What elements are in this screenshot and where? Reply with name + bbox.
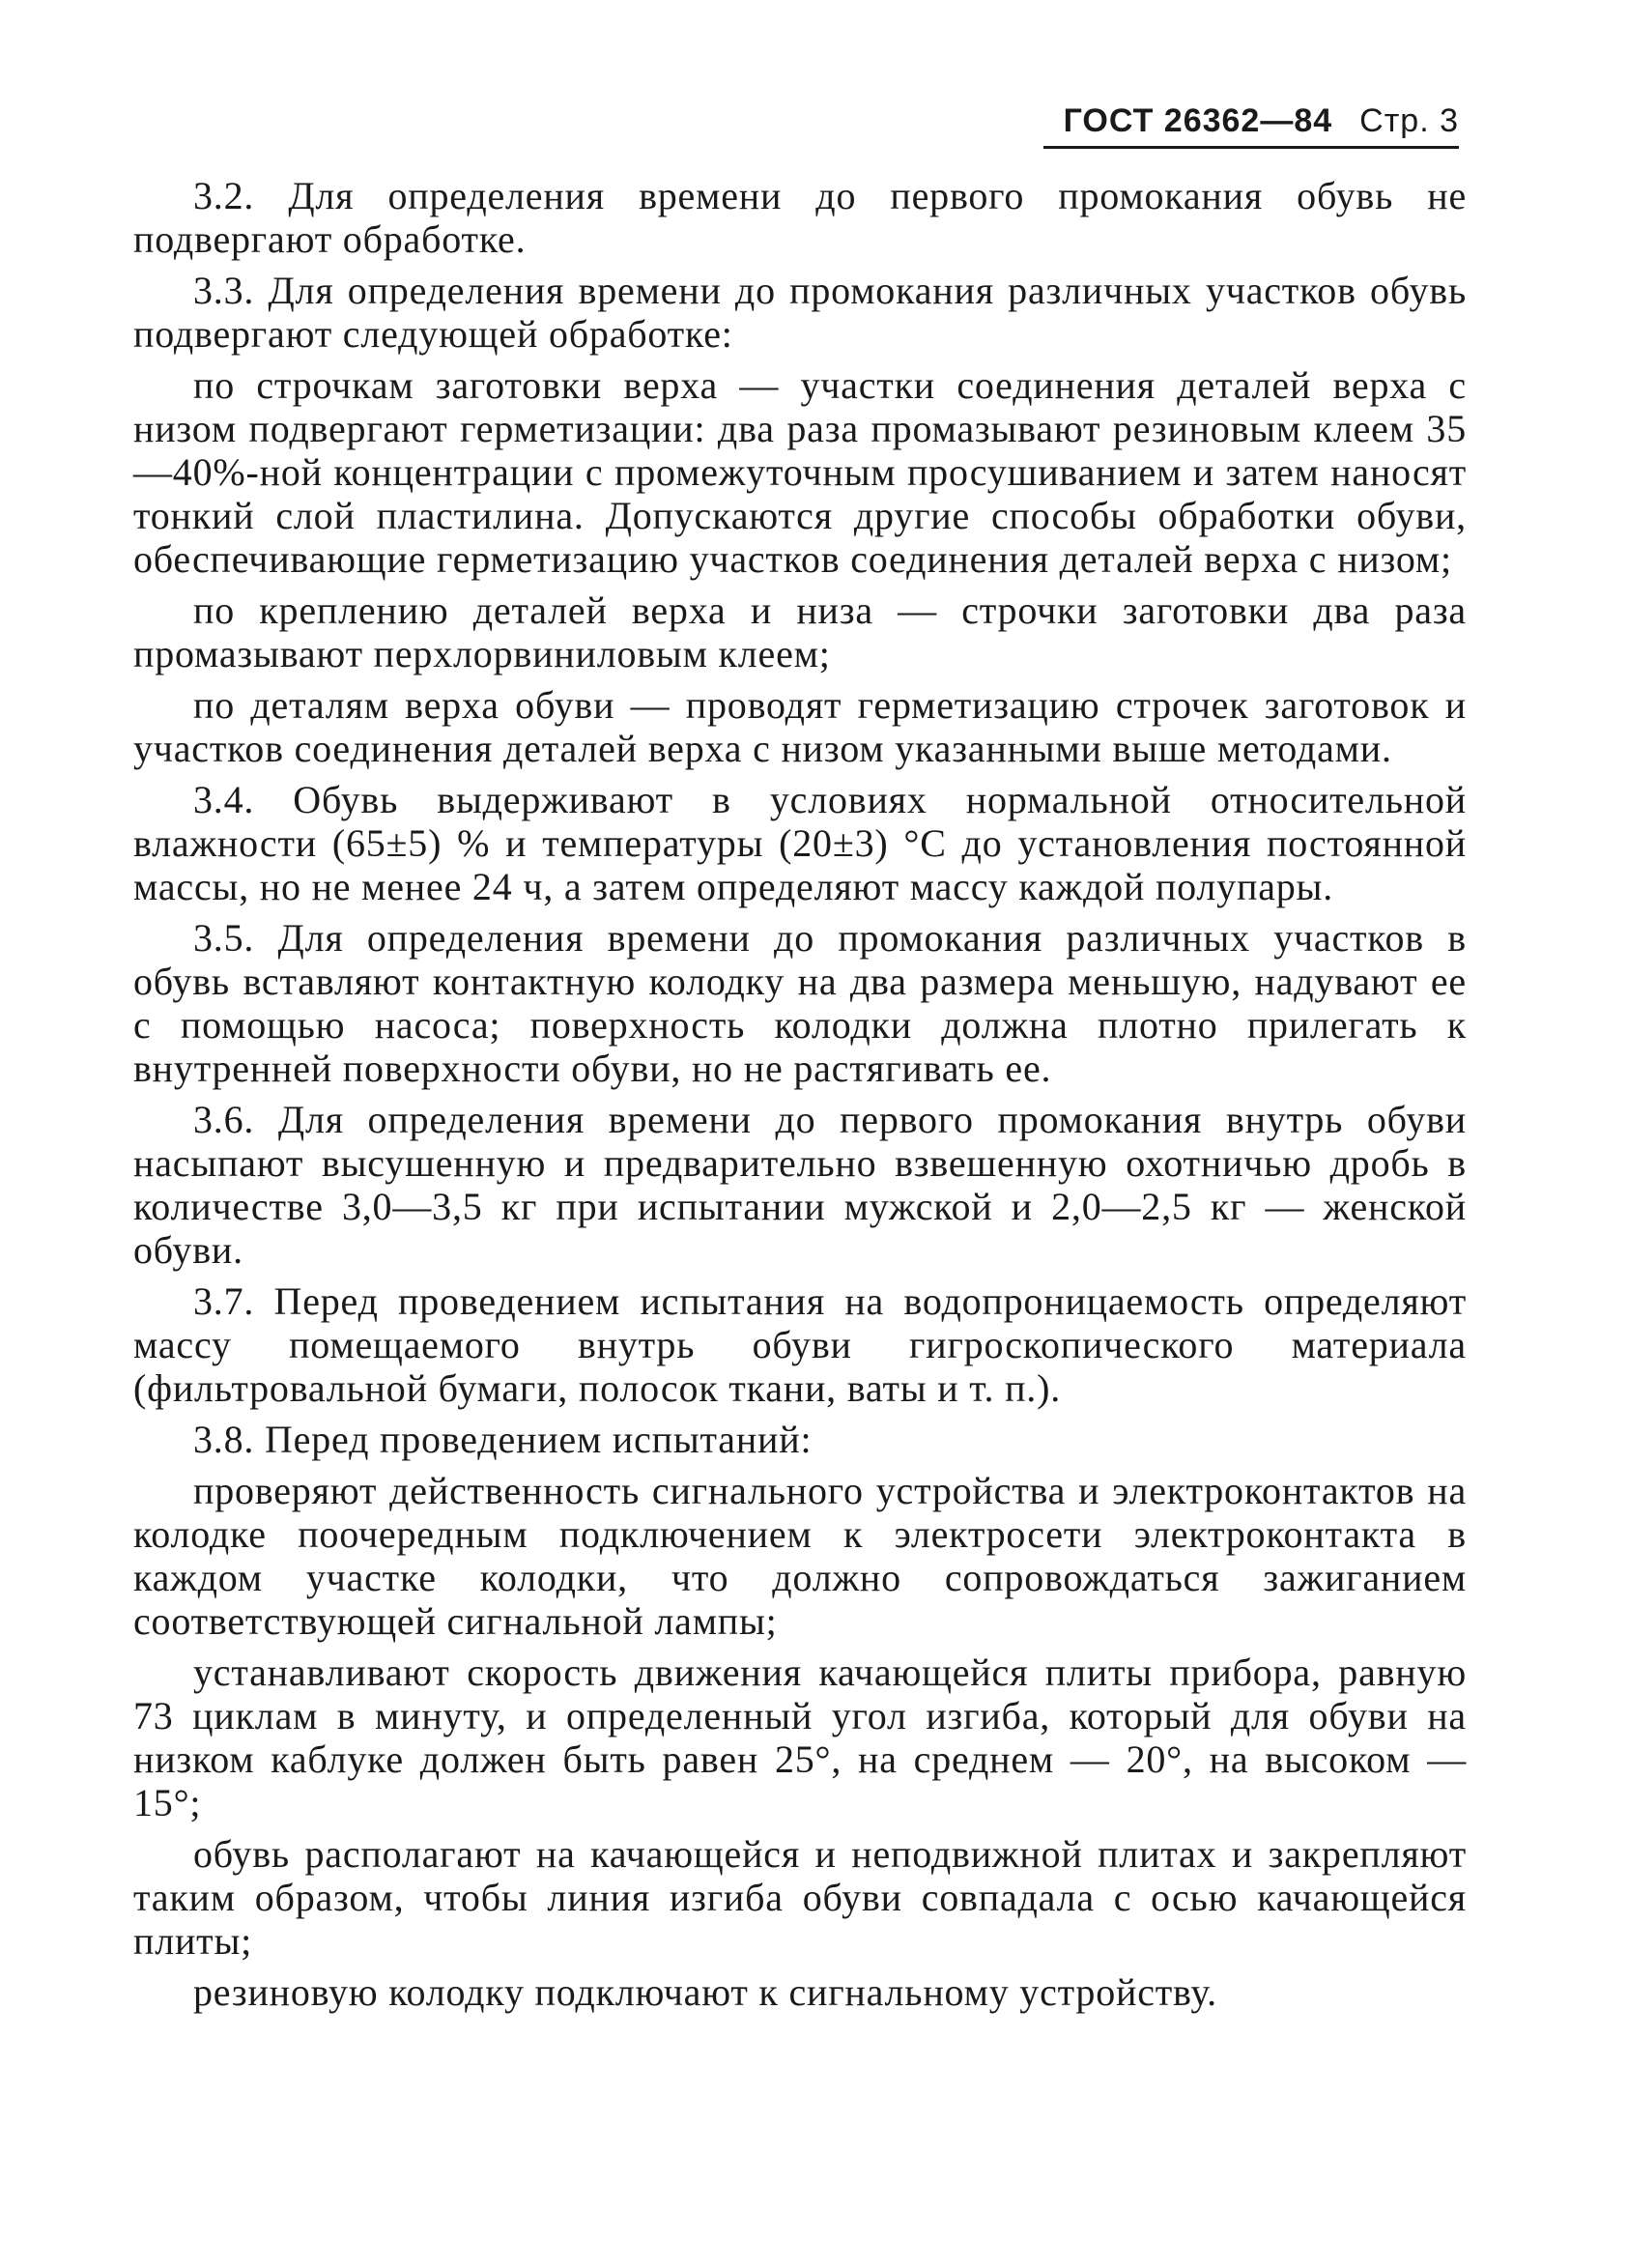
paragraph-3-3-item-upper: по деталям верха обуви — проводят герметизацию строчек заготовок и участков соединения деталей верха с низом указанными выше методами. xyxy=(133,683,1467,770)
paragraph-3-3-item-seams: по строчкам заготовки верха — участки соединения деталей верха с низом подвергают герметизации: два раза промазывают резиновым клеем 35—40%-ной концентрации с промежуточным просушиванием и затем наносят тонкий слой пластилина. Допускаются другие способы обработки обуви, обеспечивающие герметизацию участков соединения деталей верха с низом; xyxy=(133,363,1467,581)
page-header xyxy=(1043,95,1459,149)
paragraph-3-8-item-position: обувь располагают на качающейся и неподвижной плитах и закрепляют таким образом, чтобы линия изгиба обуви совпадала с осью качающейся плиты; xyxy=(133,1832,1467,1963)
page-number: Стр. 3 xyxy=(1359,102,1459,139)
document-id: ГОСТ 26362—84 xyxy=(1063,102,1333,139)
paragraph-3-2: 3.2. Для определения времени до первого промокания обувь не подвергают обработке. xyxy=(133,174,1467,261)
paragraph-3-3-item-fastening: по креплению деталей верха и низа — строчки заготовки два раза промазывают перхлорвиниловым клеем; xyxy=(133,589,1467,675)
paragraph-3-8-item-check: проверяют действенность сигнального устройства и электроконтактов на колодке поочередным подключением к электросети электроконтакта в каждом участке колодки, что должно сопровождаться зажиганием соответствующей сигнальной лампы; xyxy=(133,1469,1467,1643)
paragraph-3-4: 3.4. Обувь выдерживают в условиях нормальной относительной влажности (65±5) % и температуры (20±3) °С до установления постоянной массы, но не менее 24 ч, а затем определяют массу каждой полупары. xyxy=(133,778,1467,908)
paragraph-3-8: 3.8. Перед проведением испытаний: xyxy=(193,1418,813,1461)
paragraph-3-3: 3.3. Для определения времени до промокания различных участков обувь подвергают следующей обработке: xyxy=(133,269,1467,356)
paragraph-3-5: 3.5. Для определения времени до промокания различных участков в обувь вставляют контактную колодку на два размера меньшую, надувают ее с помощью насоса; поверхность колодки должна плотно прилегать к внутренней поверхности обуви, но не растягивать ее. xyxy=(133,916,1467,1090)
paragraph-3-6: 3.6. Для определения времени до первого промокания внутрь обуви насыпают высушенную и предварительно взвешенную охотничью дробь в количестве 3,0—3,5 кг при испытании мужской и 2,0—2,5 кг — женской обуви. xyxy=(133,1098,1467,1272)
paragraph-3-8-item-connect: резиновую колодку подключают к сигнальному устройству. xyxy=(193,1970,1217,2014)
paragraph-3-8-item-speed: устанавливают скорость движения качающейся плиты прибора, равную 73 циклам в минуту, и определенный угол изгиба, который для обуви на низком каблуке должен быть равен 25°, на среднем — 20°, на высоком — 15°; xyxy=(133,1651,1467,1824)
document-body xyxy=(133,174,1467,2022)
paragraph-3-7: 3.7. Перед проведением испытания на водопроницаемость определяют массу помещаемого внутрь обуви гигроскопического материала (фильтровальной бумаги, полосок ткани, ваты и т. п.). xyxy=(133,1279,1467,1410)
